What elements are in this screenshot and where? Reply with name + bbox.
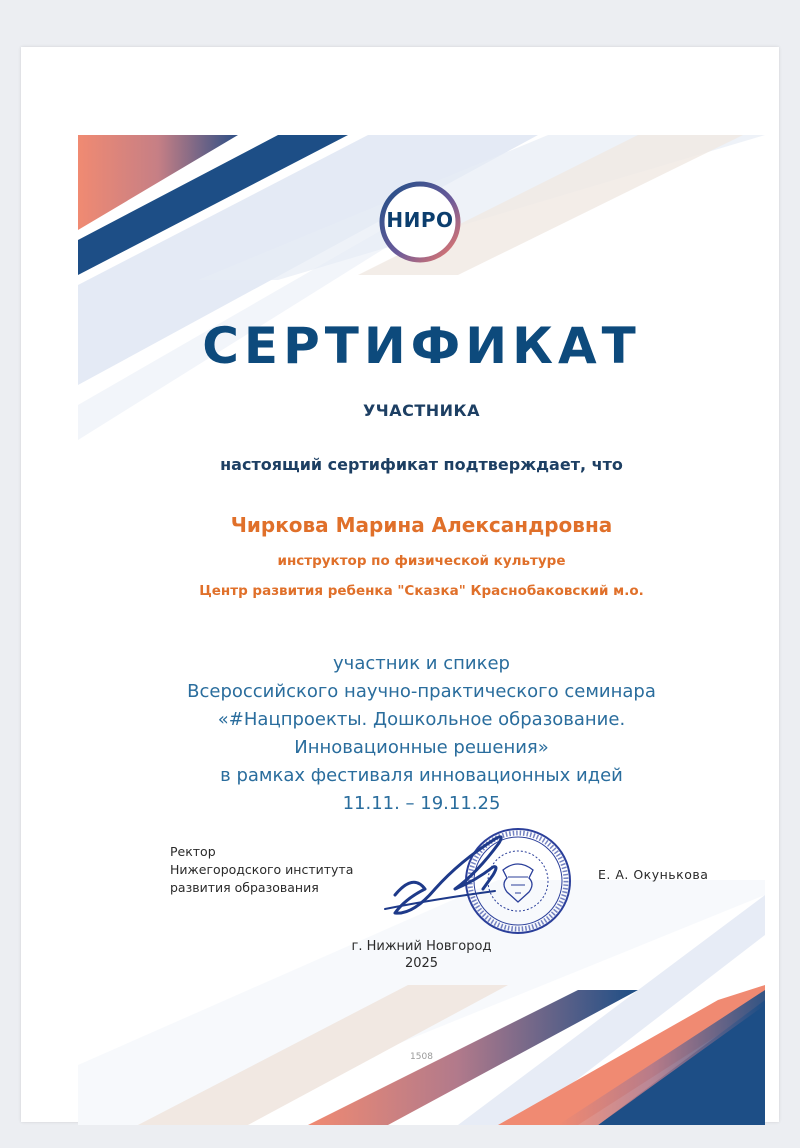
certificate-subtitle: УЧАСТНИКА	[362, 401, 481, 420]
rector-line: Нижегородского института	[170, 862, 354, 877]
body-line: в рамках фестиваля инновационных идей	[220, 765, 623, 786]
certificate	[78, 135, 765, 1125]
signature	[385, 837, 501, 913]
signature-and-seal	[383, 825, 573, 935]
signer-name: Е. А. Окунькова	[598, 867, 709, 882]
body-line: Инновационные решения»	[294, 737, 549, 758]
decorative-stripes	[78, 135, 765, 1125]
rector-line: Ректор	[170, 844, 216, 859]
recipient-name: Чиркова Марина Александровна	[230, 513, 613, 537]
recipient-org: Центр развития ребенка "Сказка" Краснобаковский м.о.	[199, 583, 644, 599]
year-line: 2025	[404, 956, 439, 971]
body-line: участник и спикер	[333, 653, 510, 674]
confirm-text: настоящий сертификат подтверждает, что	[220, 455, 623, 474]
city-line: г. Нижний Новгород	[351, 939, 492, 954]
certificate-number: 1508	[410, 1052, 433, 1062]
body-line: Всероссийского научно-практического семинара	[187, 681, 656, 702]
body-line: 11.11. – 19.11.25	[342, 793, 501, 814]
recipient-position: инструктор по физической культуре	[277, 553, 566, 569]
rector-title	[170, 843, 353, 897]
body-line: «#Нацпроекты. Дошкольное образование.	[217, 709, 626, 730]
city-and-year	[78, 938, 765, 972]
official-seal	[466, 829, 570, 933]
rector-line: развития образования	[170, 880, 319, 895]
certificate-title: СЕРТИФИКАТ	[202, 317, 641, 375]
logo-text: НИРО	[386, 208, 454, 232]
document-page	[21, 47, 779, 1122]
certificate-body	[78, 650, 765, 818]
